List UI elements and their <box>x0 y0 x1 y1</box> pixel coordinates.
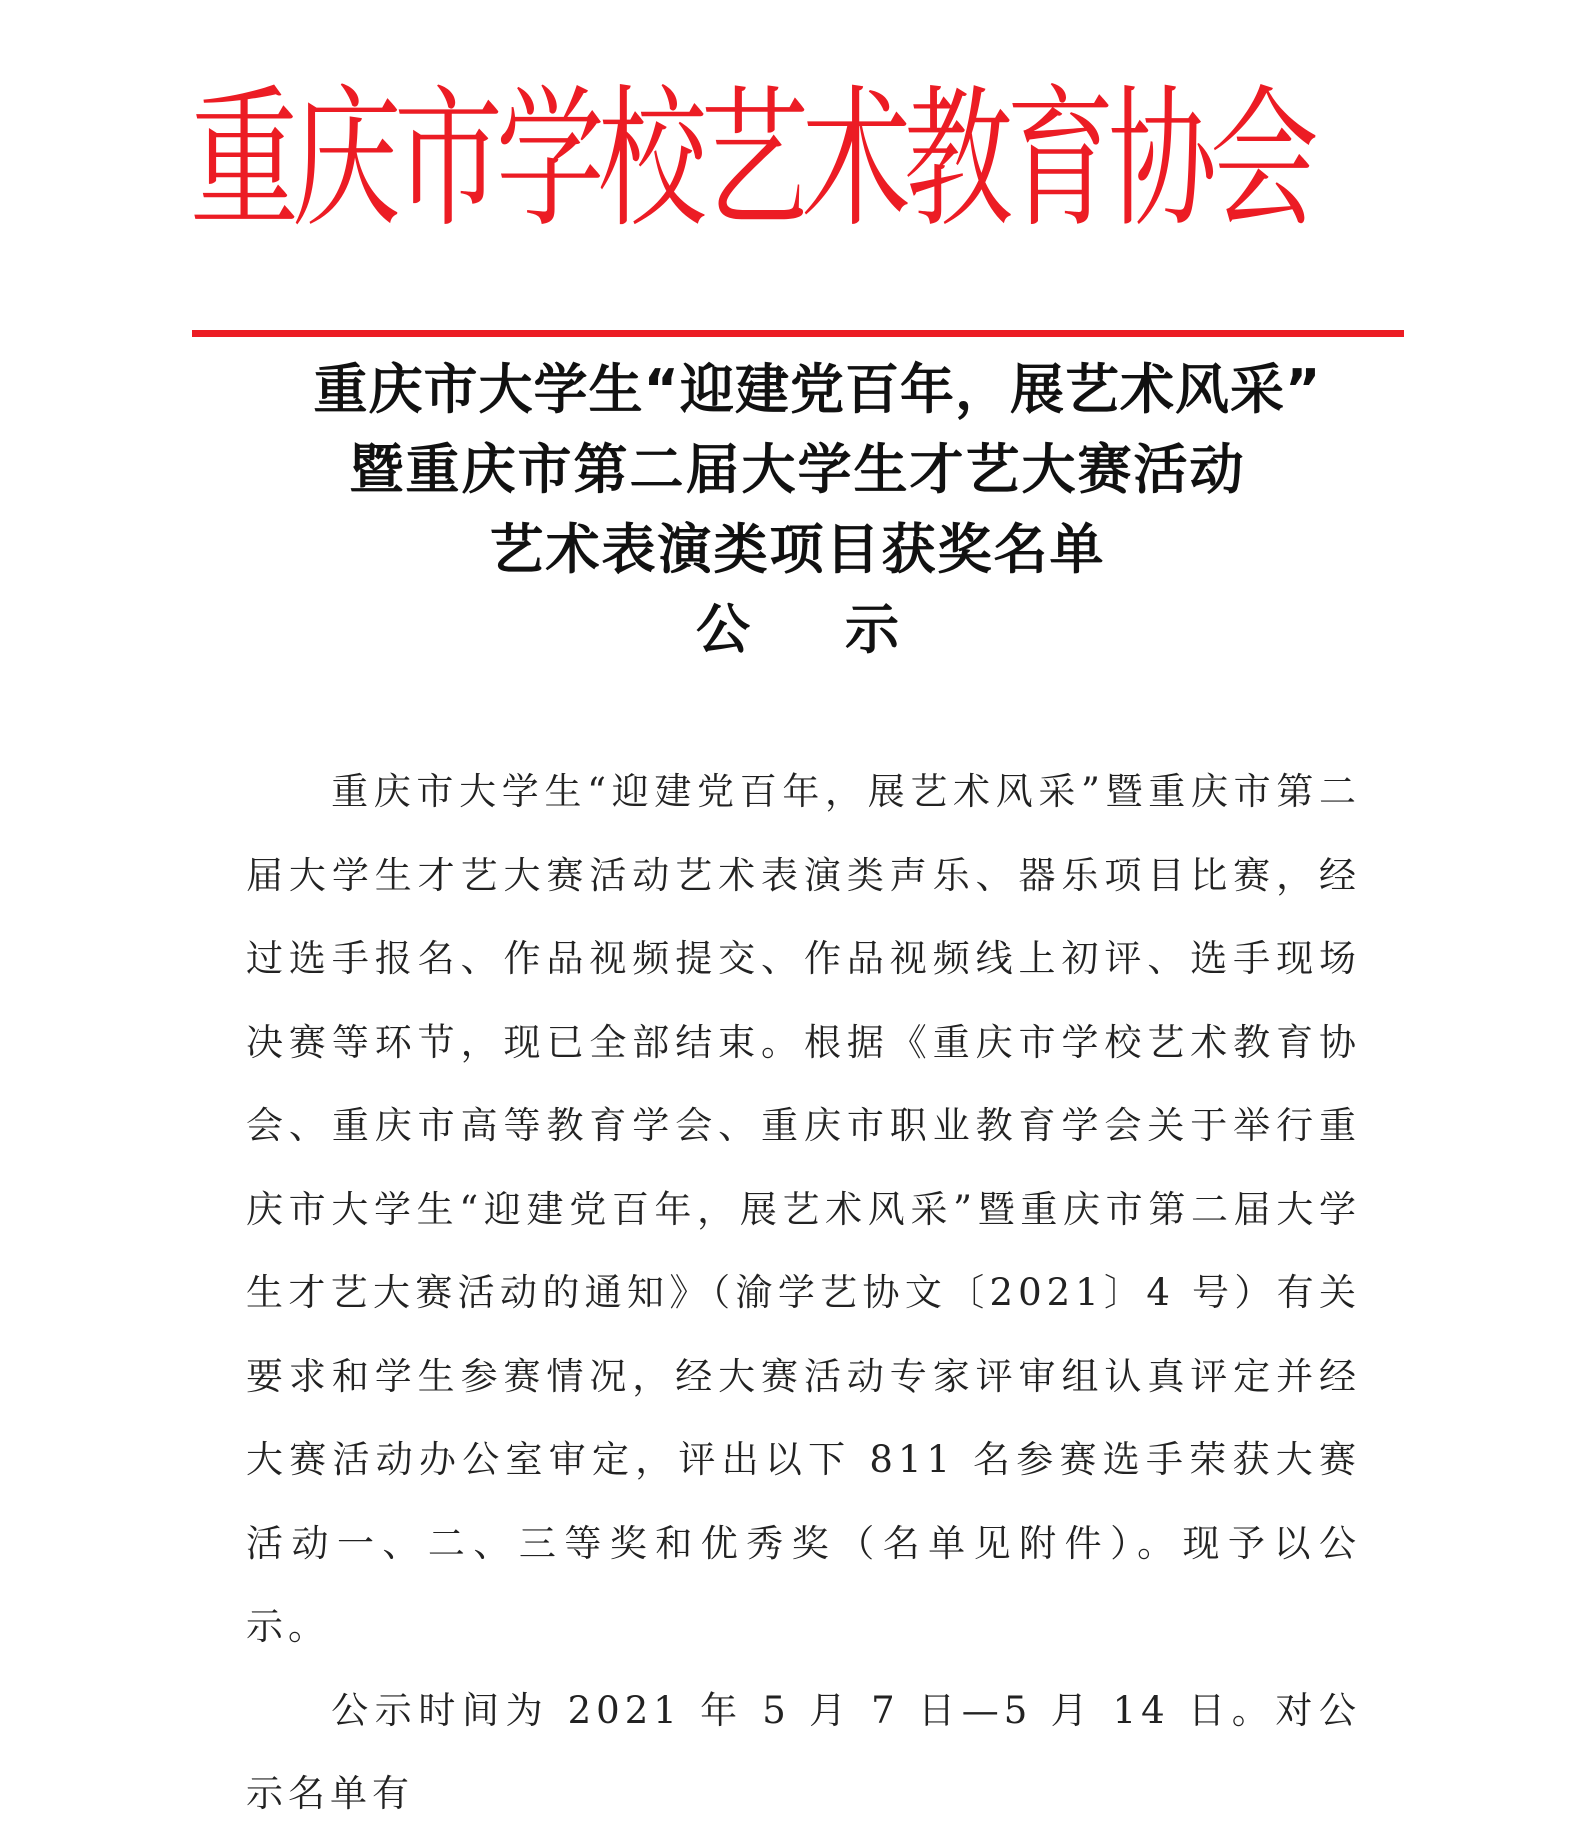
letterhead-organization-name: 重庆市学校艺术教育协会 <box>190 70 1313 249</box>
title-line-1: 重庆市大学生“迎建党百年，展艺术风采” <box>313 358 1322 421</box>
body-paragraph-2: 公示时间为 2021 年 5 月 7 日—5 月 14 日。对公示名单有 <box>246 1688 1361 1815</box>
title-line-notice: 公示 <box>696 598 994 661</box>
document-title <box>190 350 1405 670</box>
title-line-2: 暨重庆市第二届大学生才艺大赛活动 <box>349 438 1246 501</box>
body-paragraph-1: 重庆市大学生“迎建党百年，展艺术风采”暨重庆市第二届大学生才艺大赛活动艺术表演类声乐、器乐项目比赛，经过选手报名、作品视频提交、作品视频线上初评、选手现场决赛等环节，现已全部结束。根据《重庆市学校艺术教育协会、重庆市高等教育学会、重庆市职业教育学会关于举行重庆市大学生“迎建党百年，展艺术风采”暨重庆市第二届大学生才艺大赛活动的通知》（渝学艺协文〔2021〕4 号）有关要求和学生参赛情况，经大赛活动专家评审组认真评定并经大赛活动办公室审定，评出以下 811 名参赛选手荣获大赛活动一、二、三等奖和优秀奖（名单见附件）。现予以公示。 <box>246 770 1361 1648</box>
document-body <box>246 750 1361 1836</box>
title-line-3: 艺术表演类项目获奖名单 <box>489 518 1106 581</box>
letterhead-red-rule <box>192 330 1404 337</box>
